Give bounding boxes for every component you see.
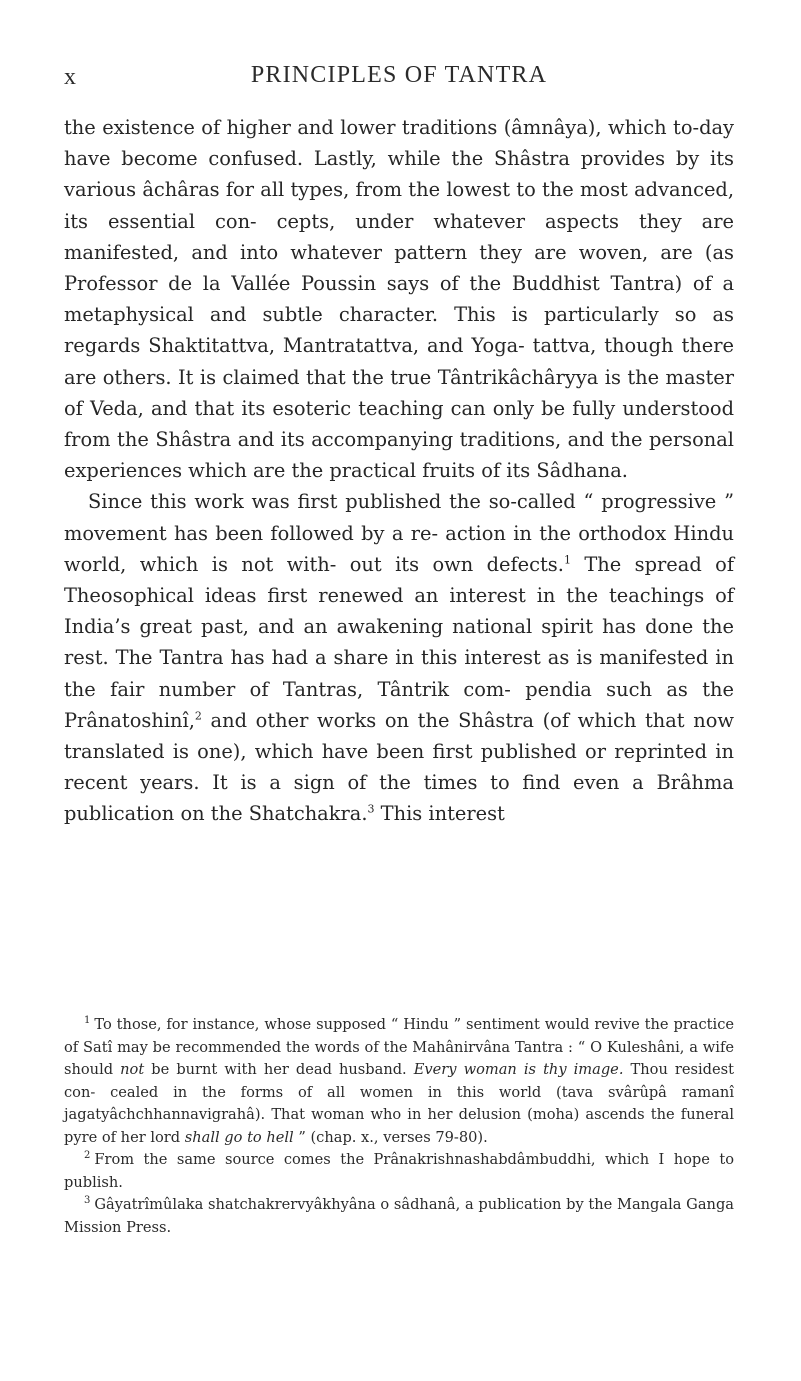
footnote-1-text-a: To those, for instance, whose supposed “ Hindu ” sentiment would revive the practice of Satî may be recommended the words of the Mahânirvâna Tantra : “ O Kuleshâni, a wife should	[64, 1016, 734, 1078]
footnote-1	[64, 1014, 734, 1149]
page-number: x	[64, 64, 78, 90]
body-text	[64, 112, 734, 830]
footnote-1-text-g: ” (chap. x., verses 79-80).	[293, 1128, 488, 1146]
paragraph-2-part-3: and other works on the Shâstra (of which that now translated is one), which have been first published or reprinted in recent years. It is a sign of the times to find even a Brâhma publication on the Shatchakra.	[64, 708, 734, 826]
footnote-1-mark: 1	[84, 1015, 91, 1027]
footnote-ref-2[interactable]: 2	[194, 709, 202, 723]
footnote-2-text: From the same source comes the Prânakrishnashabdâmbuddhi, which I hope to publish.	[64, 1151, 734, 1191]
footnote-1-text-f: shall go to hell	[184, 1128, 294, 1146]
footnote-3-mark: 3	[84, 1195, 91, 1207]
paragraph-1-text: the existence of higher and lower traditions (âmnâya), which to-day have become confused. Lastly, while the Shâstra provides by its various âchâras for all types, from the lowest to the most advanced, its essential con- cepts, under whatever aspects they are manifested, and into whatever pattern they are woven, are (as Professor de la Vallée Poussin says of the Buddhist Tantra) of a metaphysical and subtle character. This is particularly so as regards Shaktitattva, Mantratattva, and Yoga- tattva, though there are others. It is claimed that the true Tântrikâchâryya is the master of Veda, and that its esoteric teaching can only be fully understood from the Shâstra and its accompanying traditions, and the personal experiences which are the practical fruits of its Sâdhana.	[64, 116, 734, 483]
paragraph-2	[64, 486, 734, 829]
running-head	[64, 62, 734, 96]
footnote-2	[64, 1149, 734, 1194]
footnote-3-text: Gâyatrîmûlaka shatchakrervyâkhyâna o sâdhanâ, a publication by the Mangala Ganga Mission Press.	[64, 1196, 734, 1236]
footnote-ref-1[interactable]: 1	[563, 553, 571, 567]
paragraph-2-part-2: The spread of Theosophical ideas first renewed an interest in the teachings of India’s great past, and an awakening national spirit has done the rest. The Tantra has had a share in this interest as is manifested in the fair number of Tantras, Tântrik com- pendia such as the Prânatoshinî,	[64, 552, 734, 732]
paragraph-2-part-4: This interest	[374, 802, 505, 826]
footnote-3	[64, 1194, 734, 1239]
paragraph-1	[64, 112, 734, 486]
footnote-1-text-d: Every woman is thy image.	[413, 1061, 624, 1078]
footnotes	[64, 1014, 734, 1239]
footnote-2-mark: 2	[84, 1150, 91, 1162]
footnote-1-text-e: Thou residest con- cealed in the forms of all women in this world (tava svârûpâ ramanî jagatyâchchhannavigrahâ). That woman who in her delusion (moha) ascends the funeral pyre of her lord	[64, 1061, 735, 1146]
paragraph-2-part-1: Since this work was first published the so-called “ progressive ” movement has been followed by a re- action in the orthodox Hindu world, which is not with- out its own defects.	[64, 490, 734, 576]
running-title: PRINCIPLES OF TANTRA	[250, 62, 548, 88]
footnote-1-text-b: not	[120, 1061, 145, 1078]
footnote-ref-3[interactable]: 3	[367, 803, 375, 816]
footnote-1-text-c: be burnt with her dead husband.	[144, 1061, 414, 1078]
